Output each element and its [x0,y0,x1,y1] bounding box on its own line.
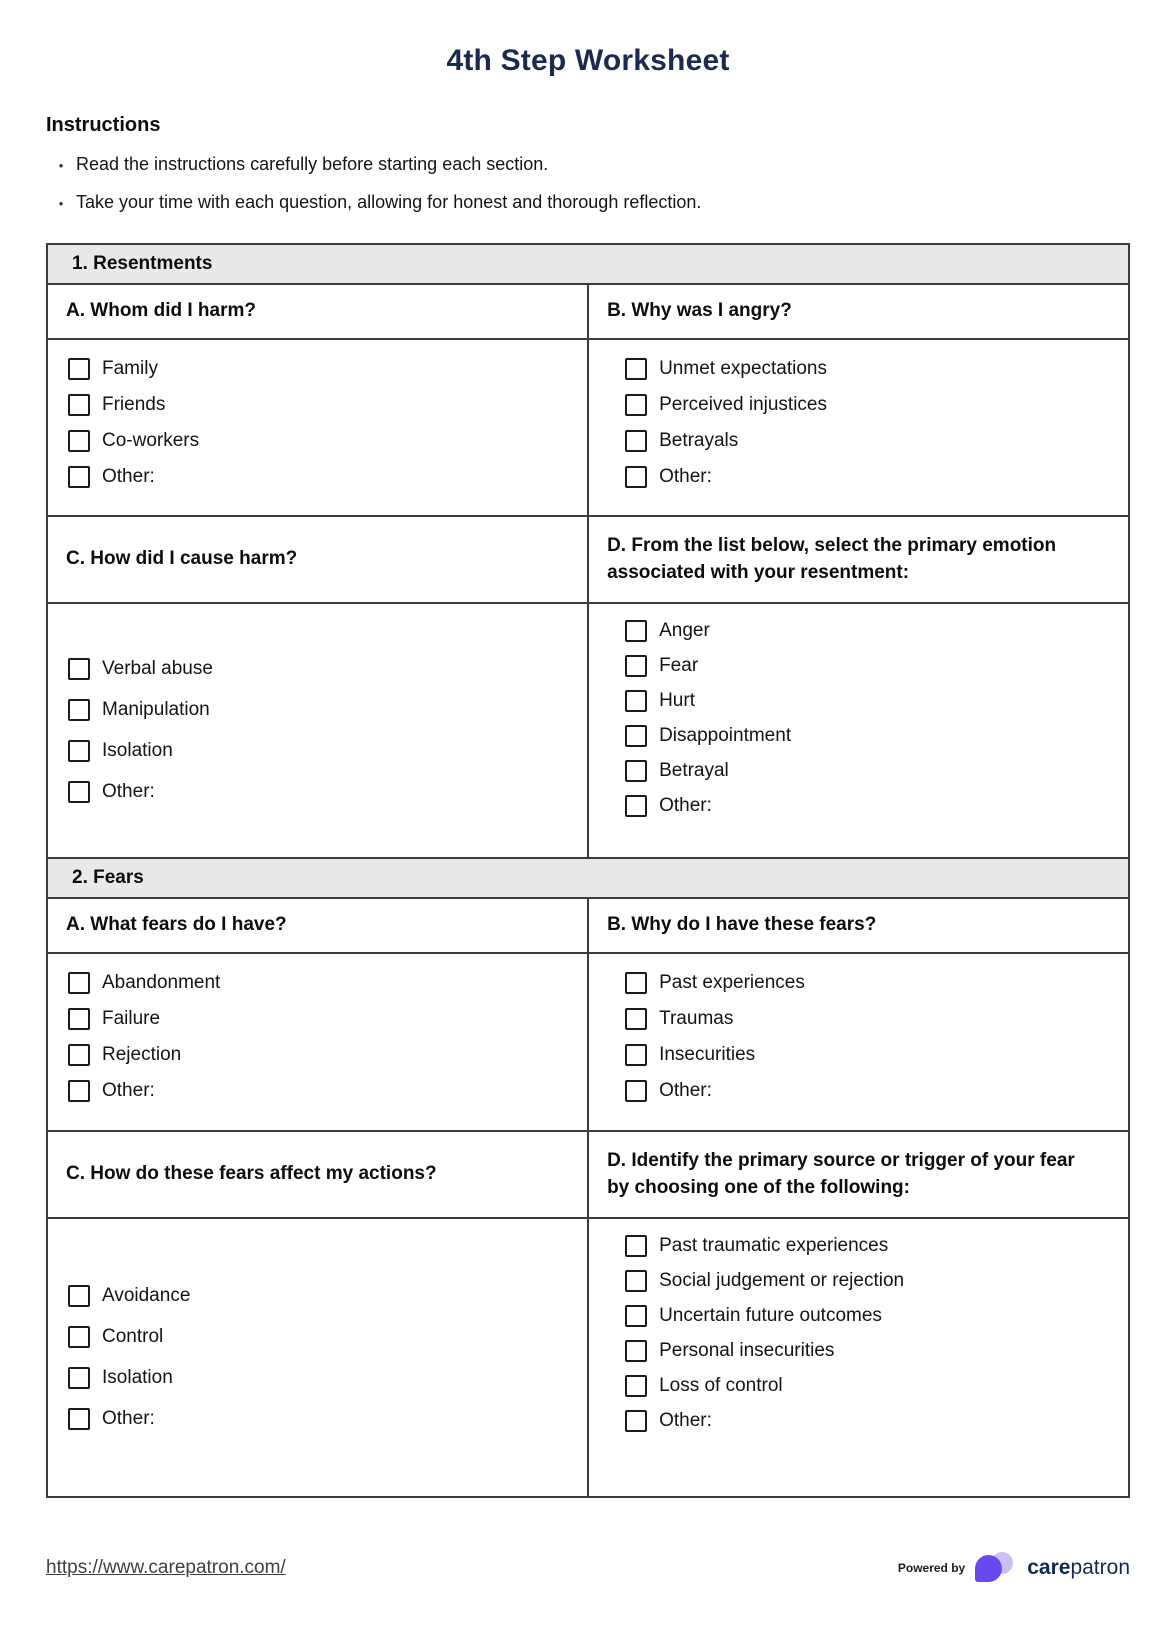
carepatron-link[interactable]: https://www.carepatron.com/ [46,1557,286,1578]
checkbox-control[interactable] [68,1326,90,1348]
option-label: Verbal abuse [102,658,213,679]
question-text: D. Identify the primary source or trigger of your fear by choosing one of the following: [607,1149,1075,1198]
option-co-workers[interactable] [68,430,569,452]
question-text: D. From the list below, select the primary emotion associated with your resentment: [607,534,1057,583]
option-label: Fear [659,655,699,676]
checkbox-verbal-abuse[interactable] [68,658,90,680]
option-label: Co-workers [102,430,200,451]
options-list [625,604,1110,857]
option-control[interactable] [68,1326,569,1348]
option-label: Friends [102,394,166,415]
options-row [48,604,1128,859]
options-list [68,604,569,857]
checkbox-uncertain-future[interactable] [625,1305,647,1327]
option-betrayals[interactable] [625,430,1110,452]
option-social-judgement[interactable] [625,1270,1110,1292]
option-rejection[interactable] [68,1044,569,1066]
options-list [68,1219,569,1496]
option-traumas[interactable] [625,1008,1110,1030]
option-perceived-injustices[interactable] [625,394,1110,416]
option-verbal-abuse[interactable] [68,658,569,680]
option-friends[interactable] [68,394,569,416]
option-past-traumatic-experiences[interactable] [625,1235,1110,1257]
checkbox-isolation-fears[interactable] [68,1367,90,1389]
checkbox-hurt[interactable] [625,690,647,712]
option-uncertain-future[interactable] [625,1305,1110,1327]
option-personal-insecurities[interactable] [625,1340,1110,1362]
checkbox-isolation-harm[interactable] [68,740,90,762]
checkbox-betrayal[interactable] [625,760,647,782]
wordmark-patron: patron [1070,1556,1130,1579]
option-label: Avoidance [102,1285,191,1306]
question-text: C. How did I cause harm? [66,548,298,570]
options-list [68,340,569,515]
option-label: Perceived injustices [659,394,827,415]
checkbox-other-trigger[interactable] [625,1410,647,1432]
bullet-icon: • [58,158,64,173]
section-header-fears: 2. Fears [48,859,1128,899]
question-fear-trigger [589,1132,1128,1217]
option-fear[interactable] [625,655,1110,677]
question-why-was-i-angry [589,285,1128,338]
option-label: Traumas [659,1008,734,1029]
options-row [48,340,1128,517]
instructions-heading: Instructions [46,114,161,136]
option-label: Personal insecurities [659,1340,835,1361]
option-hurt[interactable] [625,690,1110,712]
options-cell-whom-did-i-harm [48,340,589,515]
powered-by-block [898,1552,1130,1584]
instructions-list [46,154,1130,213]
checkbox-past-experiences[interactable] [625,972,647,994]
logo-purple-blob-icon [975,1555,1002,1582]
checkbox-unmet-expectations[interactable] [625,358,647,380]
checkbox-perceived-injustices[interactable] [625,394,647,416]
checkbox-co-workers[interactable] [68,430,90,452]
checkbox-fear[interactable] [625,655,647,677]
option-other-emotion[interactable] [625,795,1110,817]
instruction-item [46,154,1130,175]
checkbox-other-emotion[interactable] [625,795,647,817]
options-list [625,954,1110,1130]
checkbox-other-why-fears[interactable] [625,1080,647,1102]
question-how-cause-harm [48,517,589,602]
option-label: Other: [102,781,155,802]
option-label: Abandonment [102,972,221,993]
option-label: Past traumatic experiences [659,1235,889,1256]
option-label: Betrayal [659,760,729,781]
option-other-why-fears[interactable] [625,1080,1110,1102]
checkbox-other-actions[interactable] [68,1408,90,1430]
question-text: A. Whom did I harm? [66,300,256,322]
option-label: Other: [102,466,155,487]
checkbox-avoidance[interactable] [68,1285,90,1307]
option-label: Other: [659,1080,712,1101]
checkbox-past-traumatic-experiences[interactable] [625,1235,647,1257]
checkbox-social-judgement[interactable] [625,1270,647,1292]
option-label: Failure [102,1008,161,1029]
option-insecurities[interactable] [625,1044,1110,1066]
option-avoidance[interactable] [68,1285,569,1307]
option-failure[interactable] [68,1008,569,1030]
option-label: Other: [102,1080,155,1101]
option-label: Hurt [659,690,695,711]
options-row [48,1219,1128,1496]
option-label: Other: [659,1410,712,1431]
checkbox-personal-insecurities[interactable] [625,1340,647,1362]
question-row [48,517,1128,604]
checkbox-other-fears[interactable] [68,1080,90,1102]
checkbox-failure[interactable] [68,1008,90,1030]
options-list [625,1219,1110,1496]
powered-by-label: Powered by [897,1561,966,1575]
checkbox-other-angry[interactable] [625,466,647,488]
option-label: Uncertain future outcomes [659,1305,882,1326]
question-text: B. Why was I angry? [607,300,792,322]
checkbox-traumas[interactable] [625,1008,647,1030]
option-label: Past experiences [659,972,805,993]
options-list [625,340,1110,515]
option-label: Control [102,1326,164,1347]
option-other-trigger[interactable] [625,1410,1110,1432]
wordmark-care: care [1027,1556,1071,1579]
question-fears-affect-actions [48,1132,589,1217]
question-text: C. How do these fears affect my actions? [66,1163,437,1185]
option-label: Insecurities [659,1044,756,1065]
options-row [48,954,1128,1132]
checkbox-family[interactable] [68,358,90,380]
question-row [48,285,1128,340]
options-list [68,954,569,1130]
option-loss-of-control[interactable] [625,1375,1110,1397]
option-disappointment[interactable] [625,725,1110,747]
option-label: Loss of control [659,1375,783,1396]
question-whom-did-i-harm [48,285,589,338]
option-label: Other: [102,1408,155,1429]
options-cell-how-cause-harm [48,604,589,857]
option-label: Disappointment [659,725,792,746]
options-cell-why-angry [589,340,1128,515]
checkbox-disappointment[interactable] [625,725,647,747]
option-anger[interactable] [625,620,1110,642]
instruction-text: Read the instructions carefully before starting each section. [76,154,549,174]
option-label: Social judgement or rejection [659,1270,905,1291]
options-cell-what-fears [48,954,589,1130]
question-what-fears [48,899,589,952]
option-unmet-expectations[interactable] [625,358,1110,380]
bullet-icon: • [58,196,64,211]
carepatron-logo-icon [975,1552,1017,1584]
checkbox-anger[interactable] [625,620,647,642]
option-label: Family [102,358,158,379]
option-other-fears[interactable] [68,1080,569,1102]
option-label: Unmet expectations [659,358,827,379]
checkbox-insecurities[interactable] [625,1044,647,1066]
option-label: Other: [659,466,712,487]
options-cell-why-fears [589,954,1128,1130]
page-title: 4th Step Worksheet [446,44,730,77]
options-cell-primary-emotion [589,604,1128,857]
option-past-experiences[interactable] [625,972,1110,994]
option-label: Manipulation [102,699,210,720]
checkbox-rejection[interactable] [68,1044,90,1066]
checkbox-betrayals[interactable] [625,430,647,452]
option-abandonment[interactable] [68,972,569,994]
option-label: Anger [659,620,710,641]
section-header-resentments: 1. Resentments [48,245,1128,285]
option-isolation-fears[interactable] [68,1367,569,1389]
option-other-actions[interactable] [68,1408,569,1430]
question-row [48,1132,1128,1219]
option-label: Rejection [102,1044,182,1065]
checkbox-other-harm[interactable] [68,466,90,488]
option-manipulation[interactable] [68,699,569,721]
option-isolation-harm[interactable] [68,740,569,762]
checkbox-loss-of-control[interactable] [625,1375,647,1397]
options-cell-fears-affect-actions [48,1219,589,1496]
question-text: A. What fears do I have? [66,914,287,936]
instruction-item [46,192,1130,213]
instructions-section [46,114,1130,213]
option-betrayal[interactable] [625,760,1110,782]
checkbox-friends[interactable] [68,394,90,416]
page-footer [46,1552,1130,1584]
checkbox-other-cause-harm[interactable] [68,781,90,803]
option-label: Isolation [102,740,173,761]
carepatron-wordmark [1027,1556,1130,1580]
option-other-cause-harm[interactable] [68,781,569,803]
options-cell-fear-trigger [589,1219,1128,1496]
checkbox-abandonment[interactable] [68,972,90,994]
worksheet-table [46,243,1130,1498]
question-why-fears [589,899,1128,952]
option-other-harm[interactable] [68,466,569,488]
question-primary-emotion [589,517,1128,602]
checkbox-manipulation[interactable] [68,699,90,721]
option-label: Betrayals [659,430,739,451]
question-row [48,899,1128,954]
question-text: B. Why do I have these fears? [607,914,877,936]
instruction-text: Take your time with each question, allowing for honest and thorough reflection. [76,192,702,212]
option-family[interactable] [68,358,569,380]
option-label: Isolation [102,1367,173,1388]
option-label: Other: [659,795,712,816]
option-other-angry[interactable] [625,466,1110,488]
